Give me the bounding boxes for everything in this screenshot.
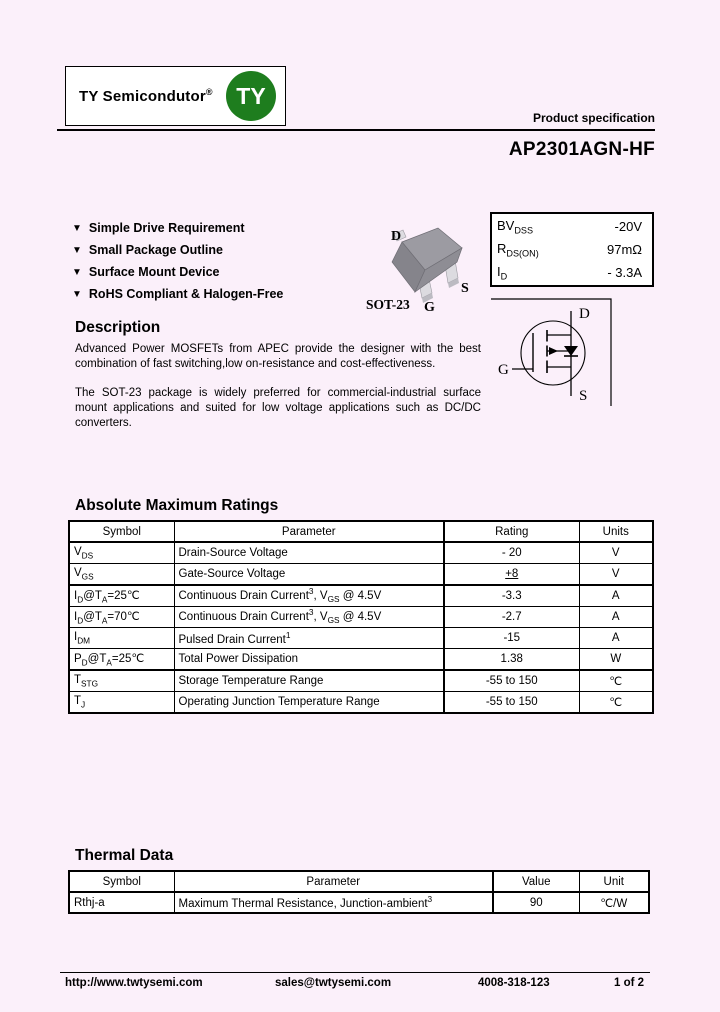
feature-item	[72, 239, 283, 261]
features-list	[72, 217, 283, 305]
spec-param: $I_D$	[497, 263, 508, 282]
column-header: Parameter	[174, 521, 444, 542]
cell: $P_D@T_A=25℃$	[69, 649, 174, 671]
cell: $V_{GS}$	[69, 564, 174, 586]
triangle-bullet-icon: ▼	[72, 244, 82, 256]
cell: V	[579, 542, 653, 564]
feature-label: Small Package Outline	[88, 243, 223, 257]
cell: ℃	[579, 692, 653, 714]
footer-email-link[interactable]: sales@twtysemi.com	[275, 977, 392, 989]
mosfet-symbol-image	[485, 293, 620, 413]
cell: $I_D@T_A=25℃$	[69, 585, 174, 607]
cell: 1.38	[444, 649, 579, 671]
description-paragraph: The SOT-23 package is widely preferred for commercial-industrial surface mount applications and suited for low voltage applications such as DC/DC converters.	[75, 387, 481, 429]
description-paragraph: Advanced Power MOSFETs from APEC provide the designer with the best combination of fast switching,low on-resistance and cost-effectiveness.	[75, 343, 481, 370]
cell: ℃	[579, 670, 653, 692]
footer-rule	[60, 972, 650, 973]
column-header: Parameter	[174, 871, 493, 892]
cell: -3.3	[444, 585, 579, 607]
cell: -15	[444, 628, 579, 649]
cell: - 20	[444, 542, 579, 564]
spec-value: 97mΩ	[606, 242, 642, 257]
footer-website-link[interactable]: http://www.twtysemi.com	[65, 977, 203, 989]
description-heading: Description	[75, 319, 161, 336]
cell: $T_{STG}$	[69, 670, 174, 692]
column-header: Symbol	[69, 871, 174, 892]
symbol-label-drain: D	[579, 306, 590, 322]
abs-max-ratings-heading: Absolute Maximum Ratings	[75, 497, 279, 514]
feature-item	[72, 283, 283, 305]
cell: ℃/W	[579, 892, 649, 913]
table-row	[69, 607, 653, 628]
cell: +8	[444, 564, 579, 586]
feature-item	[72, 217, 283, 239]
sot23-package-image	[358, 216, 493, 316]
cell: $I_D@T_A=70℃$	[69, 607, 174, 628]
quick-spec-row	[492, 239, 652, 261]
cell: Gate-Source Voltage	[174, 564, 444, 586]
header-rule	[57, 129, 655, 131]
table-row	[69, 649, 653, 671]
table-header-row	[69, 871, 649, 892]
spec-value: - 3.3A	[607, 265, 642, 280]
table-row	[69, 585, 653, 607]
symbol-label-gate: G	[498, 362, 509, 378]
cell: V	[579, 564, 653, 586]
table-row	[69, 628, 653, 649]
cell: Continuous Drain Current$^3$, $V_{GS}$ @ 4.5V	[174, 607, 444, 628]
quick-spec-row	[492, 216, 652, 238]
abs-max-ratings-table	[68, 520, 654, 714]
thermal-data-table	[68, 870, 650, 914]
logo-text	[79, 87, 213, 105]
table-row	[69, 670, 653, 692]
package-name-label: SOT-23	[366, 297, 410, 312]
column-header: Symbol	[69, 521, 174, 542]
feature-item	[72, 261, 283, 283]
cell: A	[579, 607, 653, 628]
triangle-bullet-icon: ▼	[72, 288, 82, 300]
body-arrow	[549, 347, 558, 355]
cell: Continuous Drain Current$^3$, $V_{GS}$ @ 4.5V	[174, 585, 444, 607]
footer-page-number: 1 of 2	[614, 977, 645, 989]
cell: Rthj-a	[69, 892, 174, 913]
feature-label: Surface Mount Device	[88, 265, 220, 279]
column-header: Unit	[579, 871, 649, 892]
cell: A	[579, 628, 653, 649]
cell: W	[579, 649, 653, 671]
cell: $I_{DM}$	[69, 628, 174, 649]
spec-param: $BV_{DSS}$	[497, 217, 534, 236]
quick-specs-box	[490, 212, 654, 287]
package-pin-label-gate: G	[424, 300, 435, 315]
cell: 90	[493, 892, 579, 913]
footer-phone: 4008-318-123	[478, 977, 550, 989]
cell: Maximum Thermal Resistance, Junction-ambient$^3$	[174, 892, 493, 913]
logo-company-name: TY Semicondutor	[79, 88, 206, 105]
table-row	[69, 542, 653, 564]
cell: Total Power Dissipation	[174, 649, 444, 671]
quick-spec-row	[492, 262, 652, 284]
spec-param: $R_{DS(ON)}$	[497, 240, 539, 259]
feature-label: Simple Drive Requirement	[88, 221, 245, 235]
triangle-bullet-icon: ▼	[72, 266, 82, 278]
table-row	[69, 564, 653, 586]
table-row	[69, 892, 649, 913]
thermal-data-heading: Thermal Data	[75, 847, 174, 864]
symbol-label-source: S	[579, 388, 588, 404]
logo-badge-icon: TY	[226, 71, 276, 121]
cell: -55 to 150	[444, 692, 579, 714]
cell: A	[579, 585, 653, 607]
cell: Storage Temperature Range	[174, 670, 444, 692]
table-row	[69, 692, 653, 714]
cell: Drain-Source Voltage	[174, 542, 444, 564]
registered-mark: ®	[205, 87, 213, 97]
column-header: Units	[579, 521, 653, 542]
page-title: AP2301AGN-HF	[508, 139, 655, 160]
triangle-bullet-icon: ▼	[72, 222, 82, 234]
cell: Pulsed Drain Current$^1$	[174, 628, 444, 649]
feature-label: RoHS Compliant & Halogen-Free	[88, 287, 284, 301]
package-pin-label-drain: D	[391, 229, 402, 244]
table-header-row	[69, 521, 653, 542]
cell: Operating Junction Temperature Range	[174, 692, 444, 714]
cell: $V_{DS}$	[69, 542, 174, 564]
spec-value: -20V	[614, 219, 642, 234]
product-spec-label: Product specification	[532, 111, 655, 125]
cell: -55 to 150	[444, 670, 579, 692]
logo-box	[65, 66, 286, 126]
cell: -2.7	[444, 607, 579, 628]
package-pin-label-source: S	[461, 281, 469, 296]
column-header: Value	[493, 871, 579, 892]
cell: $T_J$	[69, 692, 174, 714]
column-header: Rating	[444, 521, 579, 542]
